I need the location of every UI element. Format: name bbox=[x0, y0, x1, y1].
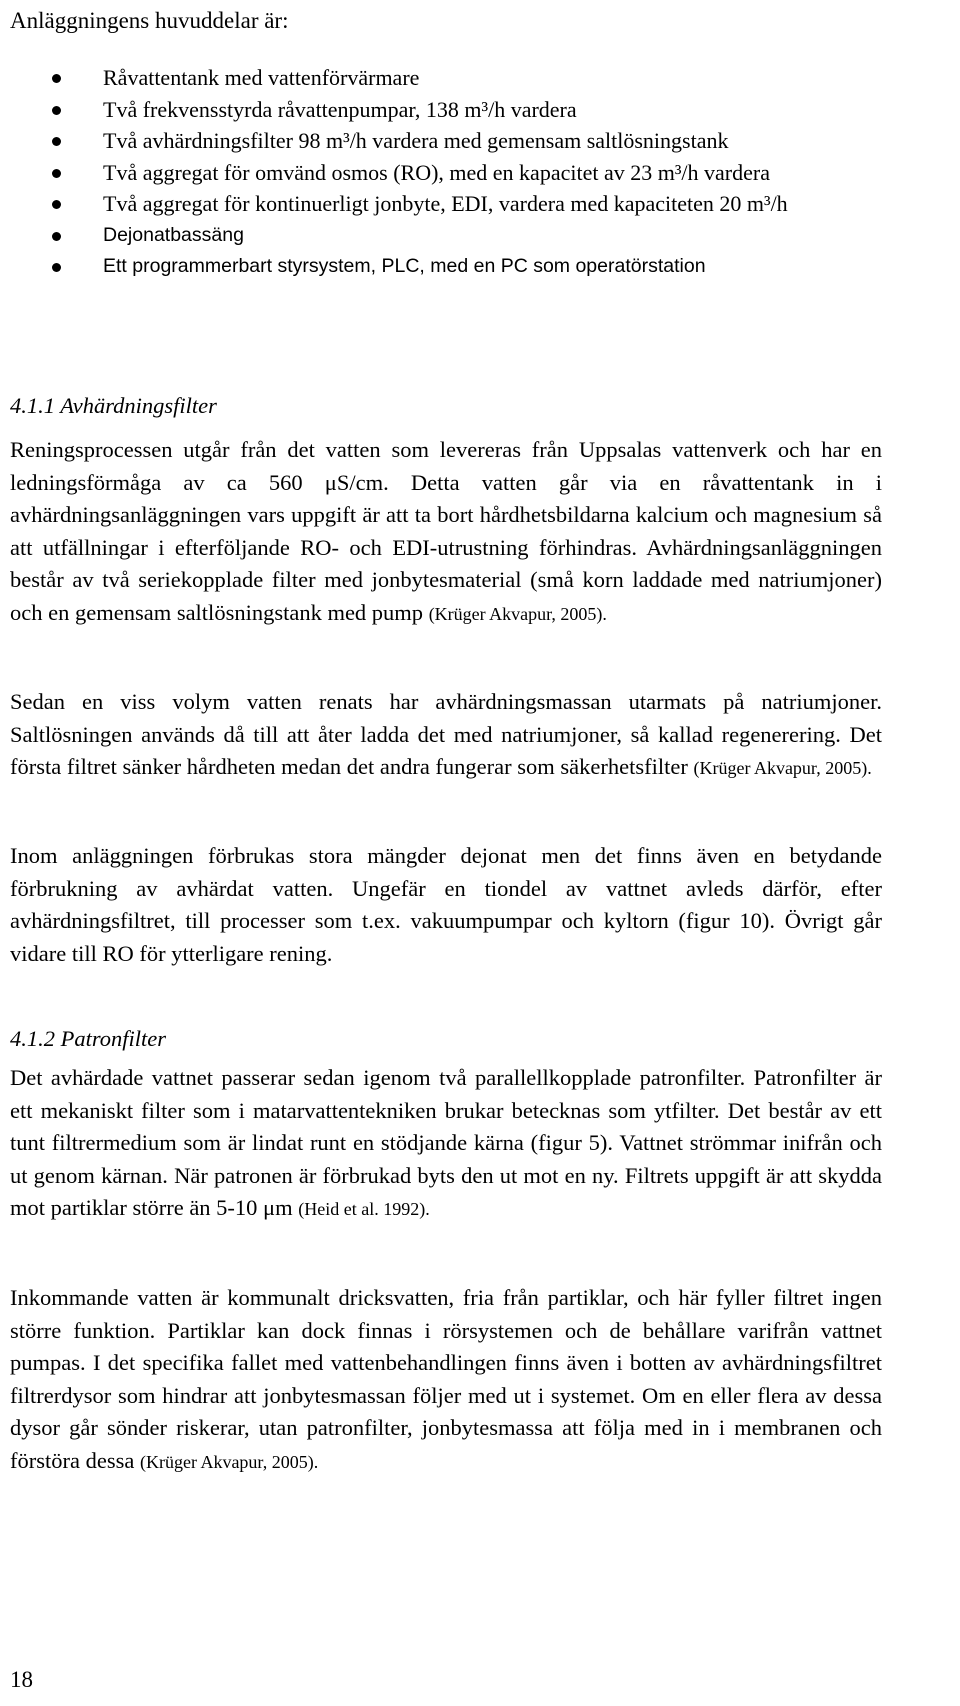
paragraph-text: Det avhärdade vattnet passerar sedan igenom två parallellkopplade patronfilter. Patronfilter är ett mekaniskt filter som i matarvattentekniken brukar betecknas som ytfilter. Det består av ett tunt filtrermedium som är lindat runt en stödjande kärna (figur 5). Vattnet strömmar inifrån och ut genom kärnan. När patronen är förbrukad byts den ut mot en ny. Filtrets uppgift är att skydda mot partiklar större än 5-10 μm bbox=[10, 1065, 882, 1220]
paragraph bbox=[10, 434, 882, 630]
list-item: Två avhärdningsfilter 98 m³/h vardera med gemensam saltlösningstank bbox=[52, 125, 892, 157]
section-heading-avhardningsfilter: 4.1.1 Avhärdningsfilter bbox=[10, 393, 217, 418]
paragraph-text: Sedan en viss volym vatten renats har avhärdningsmassan utarmats på natriumjoner. Saltlösningen används då till att åter ladda det med natriumjoner, så kallad regenerering. Det första filtret sänker hårdheten medan det andra fungerar som säkerhetsfilter bbox=[10, 689, 882, 779]
citation: (Heid et al. 1992). bbox=[298, 1199, 430, 1219]
list-item: Två aggregat för omvänd osmos (RO), med en kapacitet av 23 m³/h vardera bbox=[52, 157, 892, 189]
list-item: Två aggregat för kontinuerligt jonbyte, EDI, vardera med kapaciteten 20 m³/h bbox=[52, 188, 892, 220]
paragraph bbox=[10, 840, 882, 970]
section-heading-patronfilter: 4.1.2 Patronfilter bbox=[10, 1026, 167, 1051]
citation: (Krüger Akvapur, 2005). bbox=[428, 603, 607, 624]
list-item: Ett programmerbart styrsystem, PLC, med en PC som operatörstation bbox=[52, 251, 892, 283]
list-item: Två frekvensstyrda råvattenpumpar, 138 m³/h vardera bbox=[52, 94, 892, 126]
paragraph bbox=[10, 1282, 882, 1478]
paragraph-text: Inom anläggningen förbrukas stora mängder dejonat men det finns även en betydande förbrukning av avhärdat vatten. Ungefär en tiondel av vattnet avleds därför, efter avhärdningsfiltret, till processer som t.ex. vakuumpumpar och kyltorn (figur 10). Övrigt går vidare till RO för ytterligare rening. bbox=[10, 843, 882, 966]
paragraph bbox=[10, 1062, 882, 1226]
citation: (Krüger Akvapur, 2005). bbox=[693, 758, 872, 778]
list-item: Råvattentank med vattenförvärmare bbox=[52, 62, 892, 94]
list-item: Dejonatbassäng bbox=[52, 220, 892, 252]
paragraph bbox=[10, 686, 882, 785]
intro-text: Anläggningens huvuddelar är: bbox=[10, 8, 289, 33]
citation: (Krüger Akvapur, 2005). bbox=[139, 1451, 319, 1472]
paragraph-text: Reningsprocessen utgår från det vatten som levereras från Uppsalas vattenverk och har en ledningsförmåga av ca 560 μS/cm. Detta vatten går via en råvattentank in i avhärdningsanläggningen vars uppgift är att ta bort hårdhetsbildarna kalcium och magnesium så att utfällningar i efterföljande RO- och EDI-utrustning förhindras. Avhärdningsanläggningen består av två seriekopplade filter med jonbytesmaterial (små korn laddade med natriumjoner) och en gemensam saltlösningstank med pump bbox=[10, 437, 882, 625]
paragraph-text: Inkommande vatten är kommunalt dricksvatten, fria från partiklar, och här fyller filtret ingen större funktion. Partiklar kan dock finnas i rörsystemen och de behållare varifrån vattnet pumpas. I det specifika fallet med vattenbehandlingen finns även i botten av avhärdningsfiltret filtrerdysor som hindrar att jonbytesmassan följer med ut i systemet. Om en eller flera av dessa dysor går sönder riskerar, utan patronfilter, jonbytesmassa att följa med in i membranen och förstöra dessa bbox=[10, 1285, 882, 1473]
component-list bbox=[52, 62, 892, 283]
page-number: 18 bbox=[10, 1667, 33, 1692]
